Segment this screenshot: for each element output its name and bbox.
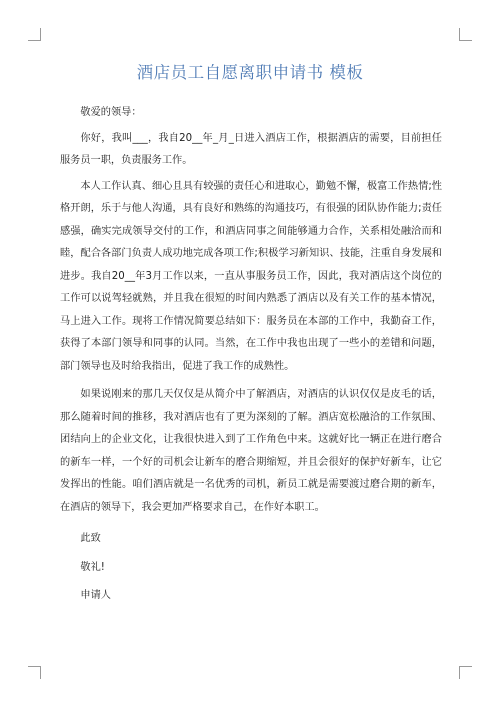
paragraph-2: 本人工作认真、细心且具有较强的责任心和进取心，勤勉不懈，极富工作热情;性格开朗，乐于与他人沟通，具有良好和熟练的沟通技巧，有很强的团队协作能力;责任感强，确实完成领导交付的工作，和酒店同事之间能够通力合作，关系相处融洽而和睦，配合各部门负责人成功地完成各项工作;积极学习新知识、技能，注重自身发展和进步。我自20__年3月工作以来，一直从事服务员工作，因此，我对酒店这个岗位的工作可以说驾轻就熟，并且我在很短的时间内熟悉了酒店以及有关工作的基本情况，马上进入工作。现将工作情况简要总结如下：服务员在本部的工作中，我勤奋工作，获得了本部门领导和同事的认同。当然，在工作中我也出现了一些小的差错和问题，部门领导也及时给我指出，促进了我工作的成熟性。 [60, 180, 442, 372]
document-body [60, 102, 442, 608]
corner-mark-bottom-right [459, 666, 472, 679]
corner-mark-top-right [459, 28, 472, 41]
document-title: 酒店员工自愿离职申请书 模板 [136, 63, 364, 82]
corner-mark-top-left [28, 28, 41, 41]
closing-line: 此致 [80, 533, 101, 544]
signature-label: 申请人 [80, 590, 111, 601]
closing-salute: 敬礼! [80, 561, 105, 573]
paragraph-1: 你好，我叫___，我自20__年_月_日进入酒店工作，根据酒店的需要，目前担任服务员一职，负责服务工作。 [60, 132, 442, 166]
corner-mark-bottom-left [28, 666, 41, 679]
salutation: 敬爱的领导： [80, 107, 142, 118]
paragraph-3: 如果说刚来的那几天仅仅是从简介中了解酒店，对酒店的认识仅仅是皮毛的话，那么随着时间的推移，我对酒店也有了更为深刻的了解。酒店宽松融洽的工作氛围、团结向上的企业文化，让我很快进入到了工作角色中来。这就好比一辆正在进行磨合的新车一样，一个好的司机会让新车的磨合期缩短，并且会很好的保护好新车，让它发挥出的性能。咱们酒店就是一名优秀的司机，新员工就是需要渡过磨合期的新车，在酒店的领导下，我会更加严格要求自己，在作好本职工。 [60, 389, 442, 513]
